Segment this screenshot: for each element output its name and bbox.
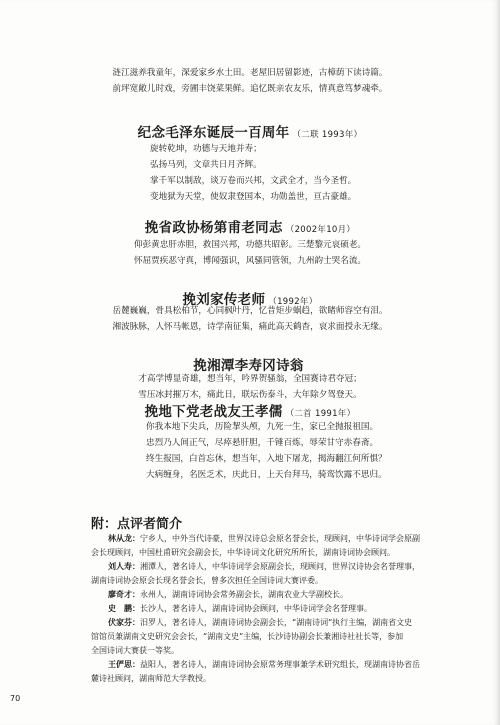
bio-line: 会长现顾问，中国杜甫研究会副会长，中华诗词文化研究所所长，湖南诗词协会顾问。	[91, 548, 395, 557]
poem-line: 忠烈乃人间正气，尽瘁悬肝胆，千锤百炼，辱荣甘守赤春斋。	[146, 438, 379, 448]
poem-title	[0, 288, 500, 308]
intro-line: 涟江滋养我童年，深爱家乡水土田。老屋旧居留影迹，古樟荫下读诗篇。	[112, 68, 388, 78]
poem-title-text: 纪念毛泽东诞辰一百周年	[137, 125, 290, 141]
bio-name: 王俨思：	[108, 659, 140, 669]
poem-title	[0, 400, 500, 420]
poem-line: 弘扬马列，文章共日月齐辉。	[150, 160, 262, 170]
poem-title-text: 挽省政协杨第甫老同志	[144, 220, 283, 236]
bio-text: 永州人，湖南诗词协会常务副会长，湖南农业大学副校长。	[140, 590, 348, 599]
poem-line: 怀屈贾疾恶守真，博闻强识，风骚同管领，九州韵士哭名流。	[133, 256, 367, 266]
poem-title	[0, 354, 500, 374]
bio-line	[108, 533, 420, 544]
bio-line	[108, 617, 412, 628]
bio-line	[108, 589, 348, 600]
bio-name: 刘人寿：	[108, 561, 140, 571]
bio-name: 史 鹏：	[108, 603, 140, 613]
poem-line: 才高学博显奇雄，想当年，吟界贺骚翁，全国赛诗君夺冠；	[138, 374, 362, 384]
poem-line: 湘波脉脉，人怀马帐恩，诗学南征集，痛此高天鹤杳，哀求面授永无缘。	[112, 322, 388, 332]
poem-title-text: 挽地下党老战友王孝儒	[144, 404, 283, 420]
poem-line: 变地狱为天堂，使奴隶登国本，功勋盖世，亘古豪雄。	[150, 192, 357, 202]
intro-line: 前坪宽敞儿时戏，旁圃丰饶菜果鲜。追忆既亲农友乐，情真意笃梦魂牵。	[112, 84, 388, 94]
appendix-title: 附：点评者简介	[91, 517, 183, 532]
bio-text: 长沙人，著名诗人，湖南诗词协会顾问，中华诗词学会名誉理事。	[140, 604, 372, 613]
bio-text: 湘潭人，著名诗人，中华诗词学会原副会长，现顾问，世界汉诗协会名誉理事，	[140, 562, 420, 571]
bio-line: 湖南诗词协会原会长现名誉会长，曾多次担任全国诗词大赛评委。	[91, 576, 323, 585]
poem-line: 雪压冰封摧万木，痛此日，联坛伤泰斗，大年除夕驾登天。	[138, 390, 362, 400]
poem-line: 仰彭黄忠肝赤胆，救国兴邦，功德共昭彰。三楚黎元哀硕老。	[133, 240, 367, 250]
poem-line: 掌千军以制敌，谈万卷而兴邦，文武全才，当今圣哲。	[150, 176, 357, 186]
bio-line: 馆馆员兼湖南文史研究会会长，“湖南文史”主编，长沙诗协副会长兼湘诗社社长等，参加	[91, 632, 404, 641]
bio-text: 益阳人，著名诗人，湖南诗词协会原常务理事兼学术研究组长，现湖南诗协省岳	[140, 660, 420, 669]
poem-title-text: 挽刘家传老师	[182, 292, 266, 308]
bio-text: 宁乡人，中外当代诗豪，世界汉诗总会原名誉会长，现顾问，中华诗词学会原副	[140, 534, 420, 543]
poem-line: 终生报国，白首忘休，想当年，入地下屠龙，揭海翻江何所惧？	[146, 454, 387, 464]
poem-title-text: 挽湘潭李寿冈诗翁	[193, 358, 304, 374]
bio-name: 伏家芬：	[108, 617, 140, 627]
poem-title	[0, 121, 500, 141]
poem-note: （二首 1991年）	[285, 409, 356, 419]
poem-line: 岳麓巍巍，骨具松柏节，心同枫叶丹，忆昔矩步蜗趋，欲睹师容空有泪。	[112, 306, 388, 316]
page-number: 70	[10, 694, 21, 703]
poem-note: （1992年）	[268, 297, 318, 307]
bio-line	[108, 561, 420, 572]
poem-note: （二联 1993年）	[292, 130, 363, 140]
poem-line: 你我本地下尖兵，历险挈头颅，九死一生，家已全抛报祖国。	[146, 422, 379, 432]
poem-line: 旋转乾坤，功德与天地并寿；	[150, 144, 262, 154]
poem-line: 大病缠身，名医乏术，庆此日，上天台拜马，骑鸾饮露不思归。	[146, 470, 387, 480]
bio-line	[108, 603, 372, 614]
bio-line: 全国诗词大赛获一等奖。	[91, 646, 179, 655]
bio-line	[108, 659, 420, 670]
poem-title	[0, 216, 500, 236]
poem-note: （2002年10月）	[285, 225, 356, 235]
bio-name: 廖奇才：	[108, 589, 140, 599]
bio-text: 汨罗人，著名诗人，湖南诗词协会副会长，“湖南诗词”执行主编，湖南省文史	[140, 618, 413, 627]
bio-line: 麓诗社顾问，湖南师范大学教授。	[91, 674, 211, 683]
bio-name: 林从龙：	[108, 533, 140, 543]
